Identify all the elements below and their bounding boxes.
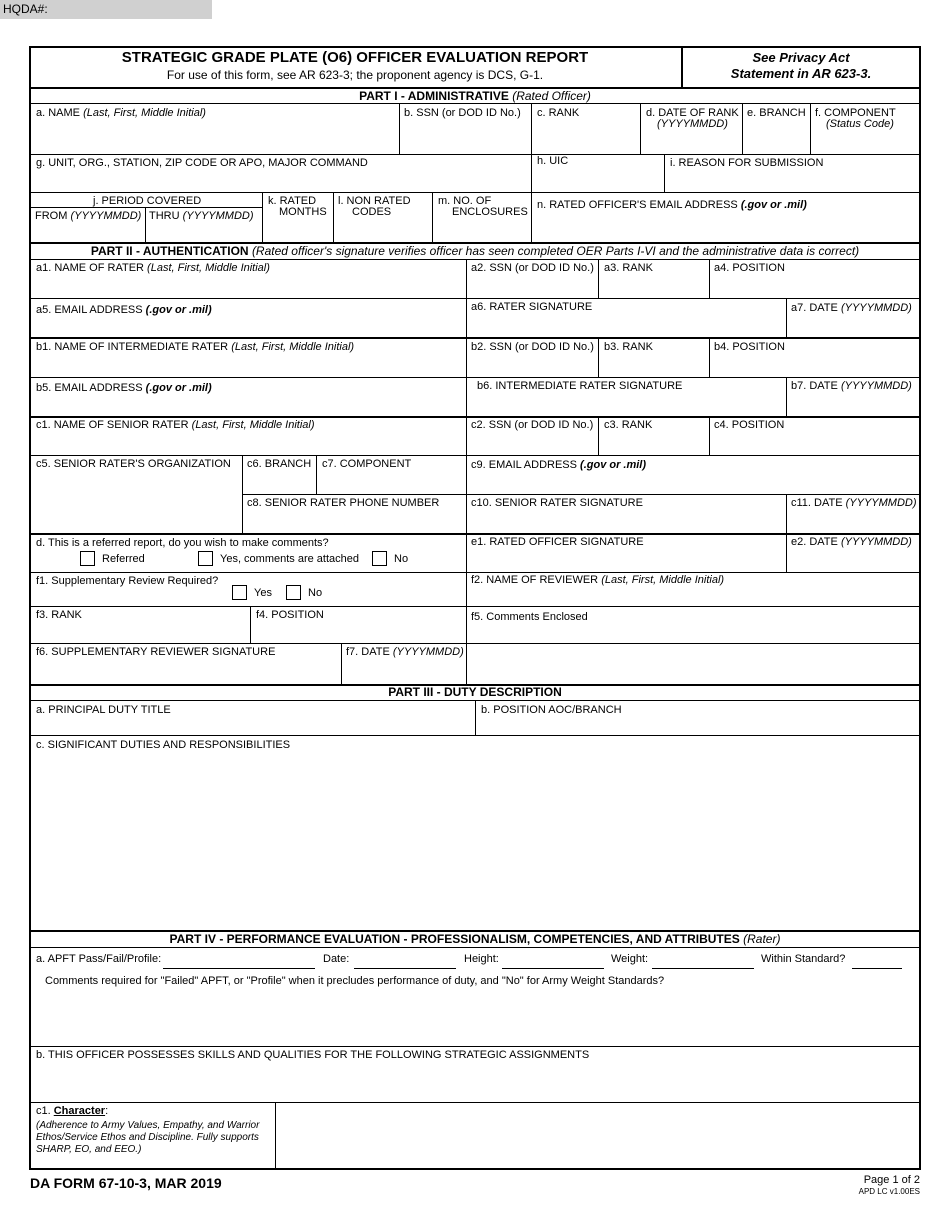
- part1-e-label: e. BRANCH: [747, 107, 806, 119]
- senior-rater-position-input[interactable]: [710, 432, 919, 454]
- apft-date-label: Date:: [323, 953, 350, 965]
- part2-b5-label: b5. EMAIL ADDRESS (.gov or .mil): [36, 382, 212, 394]
- reviewer-rank-input[interactable]: [31, 622, 249, 642]
- part2-b4-label: b4. POSITION: [714, 341, 785, 353]
- rater-name-input[interactable]: [31, 275, 465, 297]
- divider: [30, 1046, 920, 1047]
- period-thru-input[interactable]: [146, 223, 261, 242]
- page-number: Page 1 of 2: [863, 1174, 920, 1186]
- divider: [30, 606, 920, 607]
- divider: [30, 572, 920, 573]
- position-aoc-branch-input[interactable]: [476, 717, 919, 734]
- part2-f1-label: f1. Supplementary Review Required?: [36, 575, 219, 587]
- part2-b1-label: b1. NAME OF INTERMEDIATE RATER (Last, First, Middle Initial): [36, 341, 355, 353]
- senior-rater-name-input[interactable]: [31, 432, 465, 454]
- part1-g-label: g. UNIT, ORG., STATION, ZIP CODE OR APO, MAJOR COMMAND: [36, 157, 368, 169]
- part2-b6-label: b6. INTERMEDIATE RATER SIGNATURE: [477, 380, 683, 392]
- part1-a-label: a. NAME (Last, First, Middle Initial): [36, 107, 206, 119]
- part1-i-label: i. REASON FOR SUBMISSION: [670, 157, 824, 169]
- divider: [30, 192, 920, 193]
- component-input[interactable]: [811, 132, 919, 153]
- intermediate-rater-date-input[interactable]: [787, 393, 919, 415]
- rated-officer-rank-input[interactable]: [532, 120, 640, 153]
- part3-c-label: c. SIGNIFICANT DUTIES AND RESPONSIBILITIES: [36, 739, 291, 751]
- senior-rater-ssn-input[interactable]: [467, 432, 597, 454]
- part1-b-label: b. SSN (or DOD ID No.): [404, 107, 521, 119]
- height-input[interactable]: [502, 968, 604, 969]
- senior-rater-signature-field[interactable]: [467, 510, 785, 532]
- part2-f2-label: f2. NAME OF REVIEWER (Last, First, Middle Initial): [471, 574, 725, 586]
- version-label: APD LC v1.00ES: [858, 1187, 920, 1196]
- divider: [275, 1102, 276, 1169]
- part2-c6-label: c6. BRANCH: [247, 458, 312, 470]
- part4-c1-label: c1. Character:: [36, 1105, 109, 1117]
- divider: [30, 735, 920, 736]
- height-label: Height:: [464, 953, 499, 965]
- part1-d-hint: (YYYYMMDD): [657, 118, 728, 130]
- senior-rater-email-input[interactable]: [467, 472, 919, 493]
- part3-heading: PART III - DUTY DESCRIPTION: [388, 685, 562, 699]
- part2-a1-label: a1. NAME OF RATER (Last, First, Middle Initial): [36, 262, 270, 274]
- part1-l-label-1: l. NON RATED: [338, 195, 411, 207]
- privacy-line-1: See Privacy Act: [752, 50, 850, 65]
- part2-c5-label: c5. SENIOR RATER'S ORGANIZATION: [36, 458, 231, 470]
- part2-c3-label: c3. RANK: [604, 419, 653, 431]
- divider: [30, 947, 920, 948]
- apft-comments-note: Comments required for "Failed" APFT, or "Profile" when it precludes performance of duty, and "No" for Army Weight Standards?: [45, 975, 665, 987]
- principal-duty-title-input[interactable]: [31, 717, 474, 734]
- apft-input[interactable]: [163, 968, 315, 969]
- divider: [30, 643, 920, 644]
- divider: [30, 154, 920, 155]
- no-comments-checkbox[interactable]: [372, 551, 387, 566]
- form-subtitle: For use of this form, see AR 623-3; the proponent agency is DCS, G-1.: [166, 68, 544, 82]
- part1-heading-note: (Rated Officer): [512, 89, 591, 103]
- rater-email-input[interactable]: [31, 317, 465, 336]
- part1-n-label: n. RATED OFFICER'S EMAIL ADDRESS (.gov or .mil): [537, 199, 807, 211]
- part1-heading-title: PART I - ADMINISTRATIVE: [359, 89, 509, 103]
- part1-heading: [31, 89, 919, 103]
- divider: [30, 103, 920, 104]
- privacy-line-2: Statement in AR 623-3.: [730, 66, 872, 81]
- divider: [30, 337, 920, 339]
- part2-c4-label: c4. POSITION: [714, 419, 785, 431]
- part2-e1-label: e1. RATED OFFICER SIGNATURE: [471, 536, 644, 548]
- apft-date-input[interactable]: [354, 968, 456, 969]
- period-from-label: FROM (YYYYMMDD): [35, 210, 142, 222]
- part2-b7-label: b7. DATE (YYYYMMDD): [791, 380, 912, 392]
- supplementary-no-checkbox[interactable]: [286, 585, 301, 600]
- part1-h-label: h. UIC: [537, 155, 569, 167]
- part2-c11-label: c11. DATE (YYYYMMDD): [791, 497, 917, 509]
- rated-officer-date-input[interactable]: [787, 549, 919, 571]
- part1-f-hint: (Status Code): [826, 118, 894, 130]
- rated-officer-name-input[interactable]: [31, 120, 399, 153]
- apft-comments-textarea[interactable]: [31, 989, 923, 1049]
- character-description: (Adherence to Army Values, Empathy, and Warrior Ethos/Service Ethos and Discipline. Fully supports SHARP, EO, and EEO.): [36, 1120, 260, 1155]
- senior-rater-organization-input[interactable]: [31, 471, 241, 532]
- part1-m-label-2: ENCLOSURES: [452, 206, 528, 218]
- part2-a6-label: a6. RATER SIGNATURE: [471, 301, 593, 313]
- part1-j-label: j. PERIOD COVERED: [93, 195, 202, 207]
- supplementary-yes-label: Yes: [254, 587, 272, 599]
- weight-label: Weight:: [611, 953, 649, 965]
- part2-a4-label: a4. POSITION: [714, 262, 785, 274]
- rated-officer-ssn-input[interactable]: [400, 120, 531, 153]
- rater-ssn-input[interactable]: [467, 275, 597, 297]
- part2-a2-label: a2. SSN (or DOD ID No.): [471, 262, 594, 274]
- senior-rater-rank-input[interactable]: [599, 432, 708, 454]
- part2-f3-label: f3. RANK: [36, 609, 82, 621]
- rater-signature-field[interactable]: [467, 314, 785, 336]
- part2-c10-label: c10. SENIOR RATER SIGNATURE: [471, 497, 643, 509]
- part1-k-label-1: k. RATED: [268, 195, 317, 207]
- part2-heading-title: PART II - AUTHENTICATION: [90, 244, 249, 258]
- part2-heading-note: (Rated officer's signature verifies officer has seen completed OER Parts I-VI and the administrative data is correct): [251, 244, 860, 258]
- part1-f-label: f. COMPONENT: [815, 107, 896, 119]
- enclosures-input[interactable]: [433, 219, 530, 242]
- supplementary-reviewer-date-input[interactable]: [342, 659, 465, 683]
- supplementary-yes-checkbox[interactable]: [232, 585, 247, 600]
- referred-label: Referred: [102, 553, 145, 565]
- part2-c8-label: c8. SENIOR RATER PHONE NUMBER: [247, 497, 440, 509]
- part1-m-label-1: m. NO. OF: [438, 195, 492, 207]
- part2-a5-label: a5. EMAIL ADDRESS (.gov or .mil): [36, 304, 212, 316]
- divider: [30, 416, 920, 418]
- part2-f6-label: f6. SUPPLEMENTARY REVIEWER SIGNATURE: [36, 646, 276, 658]
- weight-input[interactable]: [652, 968, 754, 969]
- part2-f7-label: f7. DATE (YYYYMMDD): [346, 646, 464, 658]
- part3-a-label: a. PRINCIPAL DUTY TITLE: [36, 704, 171, 716]
- divider: [242, 494, 466, 495]
- rated-months-input[interactable]: [263, 219, 332, 242]
- comments-attached-label: Yes, comments are attached: [220, 553, 360, 565]
- unit-org-input[interactable]: [31, 170, 530, 192]
- intermediate-rater-signature-field[interactable]: [467, 393, 785, 415]
- hqda-number-field[interactable]: [0, 0, 212, 19]
- senior-rater-component-input[interactable]: [317, 471, 465, 493]
- intermediate-rater-ssn-input[interactable]: [467, 354, 597, 376]
- divider: [30, 455, 920, 456]
- period-thru-label: THRU (YYYYMMDD): [149, 210, 254, 222]
- apft-label: a. APFT Pass/Fail/Profile:: [36, 953, 162, 965]
- reason-for-submission-input[interactable]: [665, 170, 919, 192]
- part2-c1-label: c1. NAME OF SENIOR RATER (Last, First, Middle Initial): [36, 419, 315, 431]
- divider: [30, 1102, 920, 1103]
- part1-c-label: c. RANK: [537, 107, 580, 119]
- referred-checkbox[interactable]: [80, 551, 95, 566]
- page-info: [859, 1174, 920, 1198]
- within-standard-label: Within Standard?: [761, 953, 846, 965]
- divider: [30, 207, 262, 208]
- rated-officer-signature-field[interactable]: [467, 549, 785, 571]
- part1-d-label: d. DATE OF RANK: [646, 107, 739, 119]
- form-number: DA FORM 67-10-3, MAR 2019: [30, 1175, 222, 1191]
- no-comments-label: No: [394, 553, 409, 565]
- divider: [30, 259, 920, 260]
- branch-input[interactable]: [743, 120, 809, 153]
- intermediate-rater-email-input[interactable]: [31, 395, 465, 415]
- part2-a3-label: a3. RANK: [604, 262, 653, 274]
- rater-date-input[interactable]: [787, 315, 919, 336]
- rater-rank-input[interactable]: [599, 275, 708, 297]
- rater-position-input[interactable]: [710, 275, 919, 297]
- significant-duties-textarea[interactable]: [31, 753, 923, 933]
- part2-b2-label: b2. SSN (or DOD ID No.): [471, 341, 594, 353]
- part4-b-label: b. THIS OFFICER POSSESSES SKILLS AND QUALITIES FOR THE FOLLOWING STRATEGIC ASSIGNMENTS: [36, 1049, 590, 1061]
- part1-l-label-2: CODES: [352, 206, 392, 218]
- part2-c7-label: c7. COMPONENT: [322, 458, 412, 470]
- senior-rater-date-input[interactable]: [787, 510, 919, 532]
- reviewer-position-input[interactable]: [251, 622, 465, 642]
- part2-e2-label: e2. DATE (YYYYMMDD): [791, 536, 912, 548]
- divider: [531, 192, 532, 242]
- supplementary-reviewer-signature-field[interactable]: [31, 659, 340, 683]
- part2-b3-label: b3. RANK: [604, 341, 653, 353]
- comments-attached-checkbox[interactable]: [198, 551, 213, 566]
- period-from-input[interactable]: [31, 223, 144, 242]
- part4-heading: PART IV - PERFORMANCE EVALUATION - PROFESSIONALISM, COMPETENCIES, AND ATTRIBUTES (Rater): [169, 932, 781, 946]
- non-rated-codes-input[interactable]: [334, 219, 431, 242]
- reviewer-name-input[interactable]: [467, 587, 919, 605]
- part2-c9-label: c9. EMAIL ADDRESS (.gov or .mil): [471, 459, 647, 471]
- divider: [466, 494, 920, 495]
- intermediate-rater-name-input[interactable]: [31, 354, 465, 376]
- senior-rater-branch-input[interactable]: [243, 471, 315, 493]
- part2-d-label: d. This is a referred report, do you wish to make comments?: [36, 537, 329, 549]
- uic-input[interactable]: [532, 168, 663, 192]
- intermediate-rater-rank-input[interactable]: [599, 354, 708, 376]
- part2-a7-label: a7. DATE (YYYYMMDD): [791, 302, 912, 314]
- rated-officer-email-input[interactable]: [532, 213, 919, 242]
- supplementary-no-label: No: [308, 587, 323, 599]
- intermediate-rater-position-input[interactable]: [710, 354, 919, 376]
- part2-heading: [31, 244, 919, 258]
- part2-f4-label: f4. POSITION: [256, 609, 324, 621]
- strategic-assignments-textarea[interactable]: [31, 1063, 923, 1105]
- privacy-act-statement: [683, 50, 919, 82]
- date-of-rank-input[interactable]: [641, 132, 742, 153]
- part3-b-label: b. POSITION AOC/BRANCH: [481, 704, 622, 716]
- character-comments-textarea[interactable]: [277, 1104, 923, 1172]
- form-title: STRATEGIC GRADE PLATE (O6) OFFICER EVALUATION REPORT: [121, 49, 589, 66]
- part1-k-label-2: MONTHS: [279, 206, 327, 218]
- part2-f5-label: f5. Comments Enclosed: [471, 611, 588, 623]
- hqda-label: HQDA#:: [3, 2, 48, 16]
- part2-c2-label: c2. SSN (or DOD ID No.): [471, 419, 594, 431]
- senior-rater-phone-input[interactable]: [243, 510, 465, 532]
- within-standard-input[interactable]: [852, 968, 902, 969]
